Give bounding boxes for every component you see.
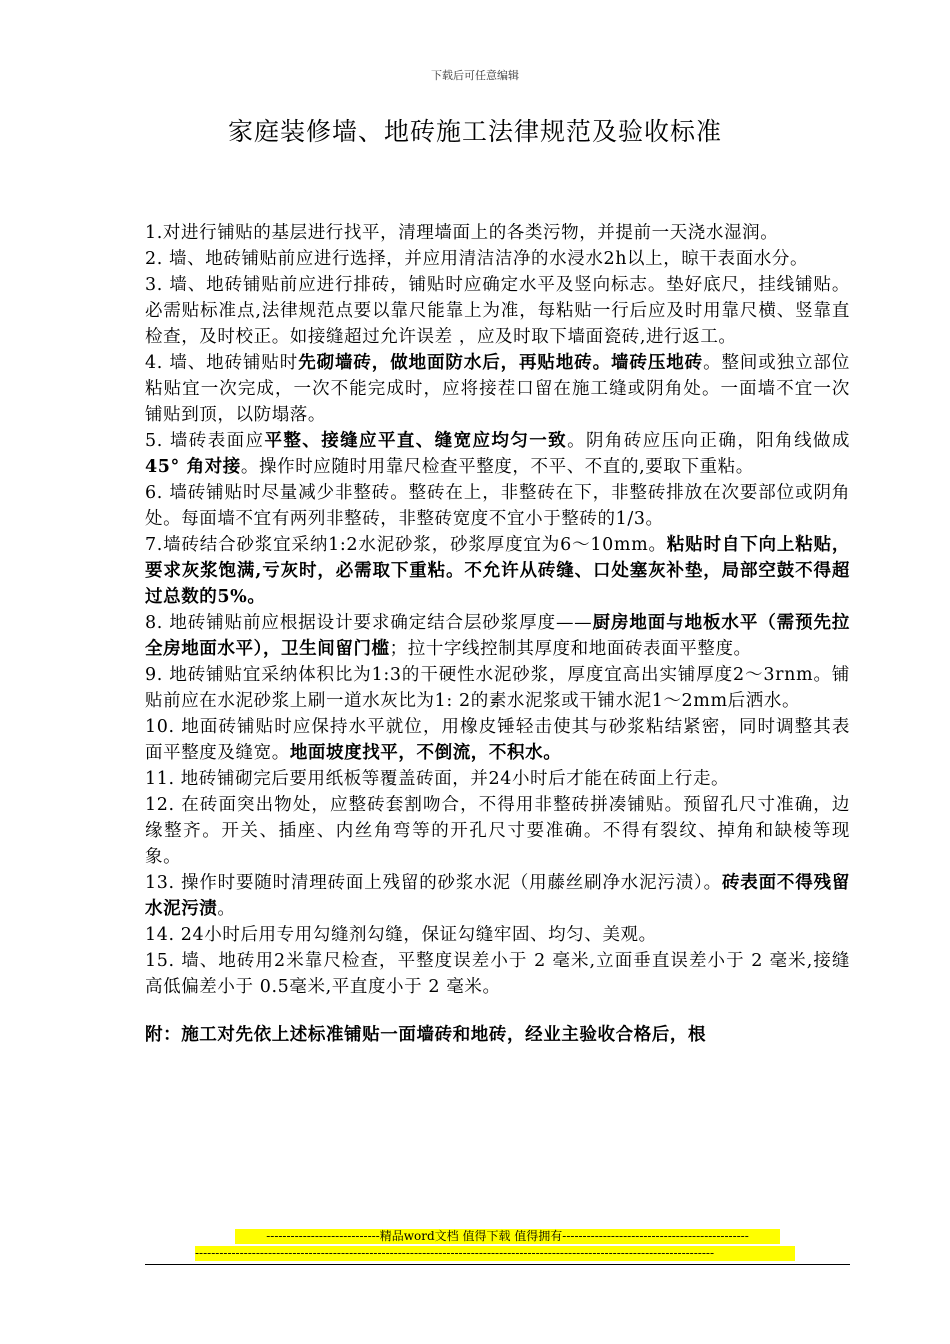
footer-banner: ----------------------------精品word文档 值得下载 值得拥有---------------------------------------------- bbox=[235, 1229, 780, 1244]
paragraph-12 bbox=[145, 792, 850, 870]
paragraph-1 bbox=[145, 220, 850, 246]
bottom-rule bbox=[145, 1264, 850, 1265]
text-run: 3. 墙、地砖铺贴前应进行排砖，铺贴时应确定水平及竖向标志。垫好底尺，挂线铺贴。必需贴标准点,法律规范点要以靠尺能靠上为准，每粘贴一行后应及时用靠尺横、竖靠直检查，及时校正。如接缝超过允许误差 ，应及时取下墙面瓷砖,进行返工。 bbox=[145, 275, 850, 347]
bold-text: 地面坡度找平，不倒流，不积水。 bbox=[289, 743, 562, 763]
paragraph-8 bbox=[145, 610, 850, 662]
paragraph-4 bbox=[145, 350, 850, 428]
paragraph-2 bbox=[145, 246, 850, 272]
paragraph-10 bbox=[145, 714, 850, 766]
bold-text: 砖表面不得残留水泥污渍 bbox=[145, 873, 850, 919]
bold-text: 厨房地面与地板水平（需预先拉全房地面水平），卫生间留门槛 bbox=[145, 613, 851, 659]
document-body bbox=[145, 220, 850, 1048]
text-run: 14. 24小时后用专用勾缝剂勾缝，保证勾缝牢固、均匀、美观。 bbox=[145, 925, 657, 945]
text-run: 4. 墙、地砖铺贴时 bbox=[145, 353, 299, 373]
text-run: 5. 墙砖表面应 bbox=[145, 431, 265, 451]
spacer bbox=[145, 1000, 850, 1022]
bold-text: 45° 角对接 bbox=[145, 457, 241, 477]
text-run: 。操作时应随时用靠尺检查平整度，不平、不直的,要取下重粘。 bbox=[240, 457, 754, 477]
footer-dashes: -------------------------------------------------------------------------------------------------------------------------------- bbox=[195, 1246, 795, 1261]
paragraph-15 bbox=[145, 948, 850, 1000]
header-note: 下载后可任意编辑 bbox=[431, 69, 519, 82]
appendix-text: 附：施工对先依上述标准铺贴一面墙砖和地砖，经业主验收合格后，根 bbox=[145, 1025, 707, 1045]
paragraph-5 bbox=[145, 428, 850, 480]
text-run: 。 bbox=[217, 899, 236, 919]
text-run: 13. 操作时要随时清理砖面上残留的砂浆水泥（用藤丝刷净水泥污渍）。 bbox=[145, 873, 722, 893]
paragraph-3 bbox=[145, 272, 850, 350]
text-run: 2. 墙、地砖铺贴前应进行选择，并应用清洁洁净的水浸水2h以上，晾干表面水分。 bbox=[145, 249, 809, 269]
paragraph-list bbox=[145, 220, 850, 1000]
text-run: 9. 地砖铺贴宜采纳体积比为1:3的干硬性水泥砂浆，厚度宜高出实铺厚度2～3rnm。铺贴前应在水泥砂浆上刷一道水灰比为1: 2的素水泥浆或干铺水泥1～2mm后洒水。 bbox=[145, 665, 850, 711]
text-run: ；拉十字线控制其厚度和地面砖表面平整度。 bbox=[389, 639, 752, 659]
text-run: 1.对进行铺贴的基层进行找平，清理墙面上的各类污物，并提前一天浇水湿润。 bbox=[145, 223, 779, 243]
text-run: 11. 地砖铺砌完后要用纸板等覆盖砖面，并24小时后才能在砖面上行走。 bbox=[145, 769, 730, 789]
text-run: 10. 地面砖铺贴时应保持水平就位，用橡皮锤轻击使其与砂浆粘结紧密，同时调整其表面平整度及缝宽。 bbox=[145, 717, 850, 763]
paragraph-14 bbox=[145, 922, 850, 948]
bold-text: 平整、接缝应平直、缝宽应均匀一致 bbox=[264, 431, 568, 451]
text-run: 12. 在砖面突出物处，应整砖套割吻合，不得用非整砖拼凑铺贴。预留孔尺寸准确，边缘整齐。开关、插座、内丝角弯等的开孔尺寸要准确。不得有裂纹、掉角和缺棱等现象。 bbox=[145, 795, 850, 867]
text-run: 。阴角砖应压向正确，阳角线做成 bbox=[567, 431, 850, 451]
paragraph-9 bbox=[145, 662, 850, 714]
paragraph-11 bbox=[145, 766, 850, 792]
paragraph-6 bbox=[145, 480, 850, 532]
bold-text: 先砌墙砖，做地面防水后，再贴地砖。墙砖压地砖 bbox=[298, 353, 704, 373]
text-run: 8. 地砖铺贴前应根据设计要求确定结合层砂浆厚度—— bbox=[145, 613, 593, 633]
text-run: 7.墙砖结合砂浆宜采纳1:2水泥砂浆，砂浆厚度宜为6～10mm。 bbox=[145, 535, 667, 555]
bold-text: 粘贴时自下向上粘贴，要求灰浆饱满,亏灰时，必需取下重粘。不允许从砖缝、口处塞灰补垫，局部空鼓不得超过总数的5%。 bbox=[145, 535, 851, 607]
text-run: 。整间或独立部位粘贴宜一次完成，一次不能完成时，应将接茬口留在施工缝或阴角处。一面墙不宜一次铺贴到顶，以防塌落。 bbox=[145, 353, 850, 425]
paragraph-13 bbox=[145, 870, 850, 922]
text-run: 15. 墙、地砖用2米靠尺检查，平整度误差小于 2 毫米,立面垂直误差小于 2 毫米,接缝高低偏差小于 0.5毫米,平直度小于 2 毫米。 bbox=[145, 951, 850, 997]
paragraph-7 bbox=[145, 532, 850, 610]
document-title: 家庭装修墙、地砖施工法律规范及验收标准 bbox=[227, 117, 722, 146]
text-run: 6. 墙砖铺贴时尽量减少非整砖。整砖在上，非整砖在下，非整砖排放在次要部位或阴角处。每面墙不宜有两列非整砖，非整砖宽度不宜小于整砖的1/3。 bbox=[145, 483, 850, 529]
